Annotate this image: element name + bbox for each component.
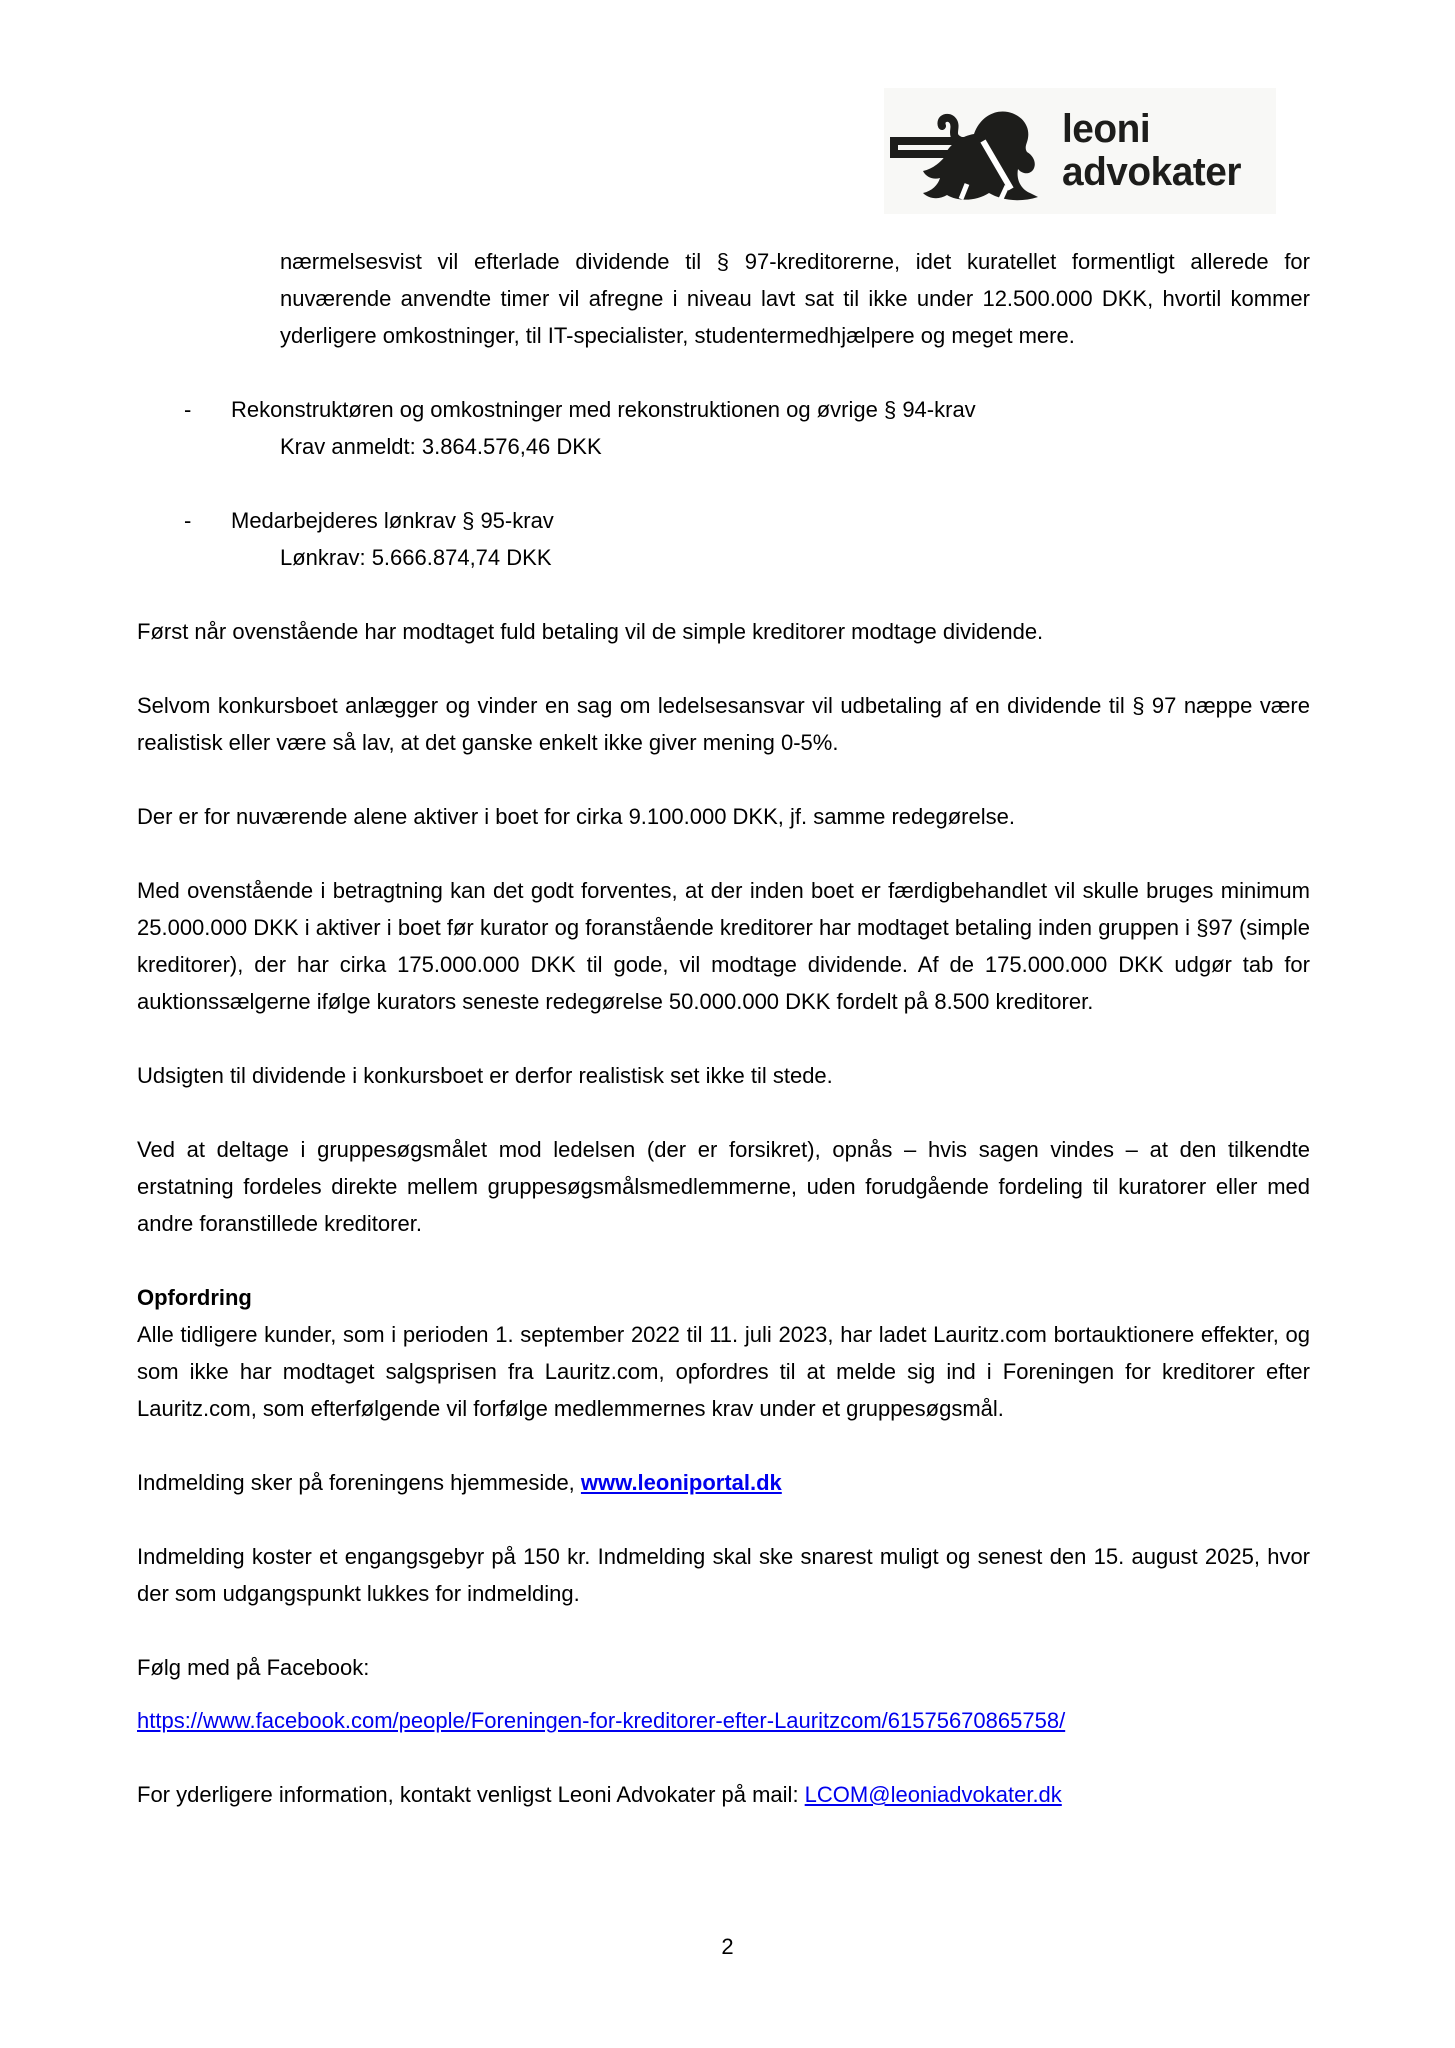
facebook-link[interactable]: https://www.facebook.com/people/Foreningen-for-kreditorer-efter-Lauritzcom/61575670865758/: [137, 1708, 1066, 1733]
paragraph: Med ovenstående i betragtning kan det godt forventes, at der inden boet er færdigbehandlet vil skulle bruges minimum 25.000.000 DKK i aktiver i boet før kurator og foranstående kreditorer har modtaget betaling inden gruppen i §97 (simple kreditorer), der har cirka 175.000.000 DKK til gode, vil modtage dividende. Af de 175.000.000 DKK udgør tab for auktionssælgerne ifølge kurators seneste redegørelse 50.000.000 DKK fordelt på 8.500 kreditorer.: [137, 878, 1310, 1014]
paragraph: Der er for nuværende alene aktiver i boet for cirka 9.100.000 DKK, jf. samme redegørelse.: [137, 804, 1015, 829]
claim-title: Rekonstruktøren og omkostninger med rekonstruktionen og øvrige § 94-krav: [231, 397, 976, 422]
facebook-label: Følg med på Facebook:: [137, 1655, 370, 1680]
claim-amount: Krav anmeldt: 3.864.576,46 DKK: [280, 434, 602, 459]
letter-body: [137, 243, 1310, 1850]
claim-item-94: [137, 391, 1310, 465]
logo-line-2: advokater: [1062, 150, 1241, 194]
section-heading-opfordring: Opfordring: [137, 1285, 252, 1310]
fee-paragraph: Indmelding koster et engangsgebyr på 150 kr. Indmelding skal ske snarest muligt og senest den 15. august 2025, hvor der som udgangspunkt lukkes for indmelding.: [137, 1544, 1310, 1606]
claim-text: [231, 391, 1310, 465]
paragraph: Selvom konkursboet anlægger og vinder en sag om ledelsesansvar vil udbetaling af en dividende til § 97 næppe være realistisk eller være så lav, at det ganske enkelt ikke giver mening 0-5%.: [137, 693, 1310, 755]
lion-icon: [888, 101, 1050, 201]
facebook-paragraph: [137, 1702, 1310, 1739]
leoniportal-link[interactable]: www.leoniportal.dk: [580, 1470, 782, 1495]
paragraph: Først når ovenstående har modtaget fuld betaling vil de simple kreditorer modtage dividende.: [137, 619, 1044, 644]
contact-paragraph: [137, 1776, 1310, 1813]
opfordring-paragraph: Alle tidligere kunder, som i perioden 1. september 2022 til 11. juli 2023, har ladet Lauritz.com bortauktionere effekter, og som ikke har modtaget salgsprisen fra Lauritz.com, opfordres til at melde sig ind i Foreningen for kreditorer efter Lauritz.com, som efterfølgende vil forfølge medlemmernes krav under et gruppesøgsmål.: [137, 1322, 1310, 1421]
bullet-marker: -: [184, 508, 192, 533]
logo-wordmark: [1062, 108, 1241, 194]
intro-paragraph: nærmelsesvist vil efterlade dividende til § 97-kreditorerne, idet kuratellet formentligt allerede for nuværende anvendte timer vil afregne i niveau lavt sat til ikke under 12.500.000 DKK, hvortil kommer yderligere omkostninger, til IT-specialister, studentermedhjælpere og meget mere.: [280, 249, 1310, 348]
claim-text: [231, 502, 1310, 576]
contact-text: For yderligere information, kontakt venligst Leoni Advokater på mail:: [137, 1782, 805, 1807]
bullet-marker: -: [184, 397, 192, 422]
logo-line-1: leoni: [1062, 107, 1151, 151]
logo: [884, 88, 1276, 214]
paragraph: Ved at deltage i gruppesøgsmålet mod ledelsen (der er forsikret), opnås – hvis sagen vindes – at den tilkendte erstatning fordeles direkte mellem gruppesøgsmålsmedlemmerne, uden forudgående fordeling til kuratorer eller med andre foranstillede kreditorer.: [137, 1137, 1310, 1236]
page-number: 2: [721, 1934, 734, 1959]
membership-paragraph: [137, 1464, 1310, 1501]
contact-email-link[interactable]: LCOM@leoniadvokater.dk: [804, 1782, 1062, 1807]
claim-title: Medarbejderes lønkrav § 95-krav: [231, 508, 554, 533]
paragraph: Udsigten til dividende i konkursboet er derfor realistisk set ikke til stede.: [137, 1063, 833, 1088]
claim-amount: Lønkrav: 5.666.874,74 DKK: [280, 545, 552, 570]
membership-text: Indmelding sker på foreningens hjemmeside,: [137, 1470, 581, 1495]
claim-item-95: [137, 502, 1310, 576]
